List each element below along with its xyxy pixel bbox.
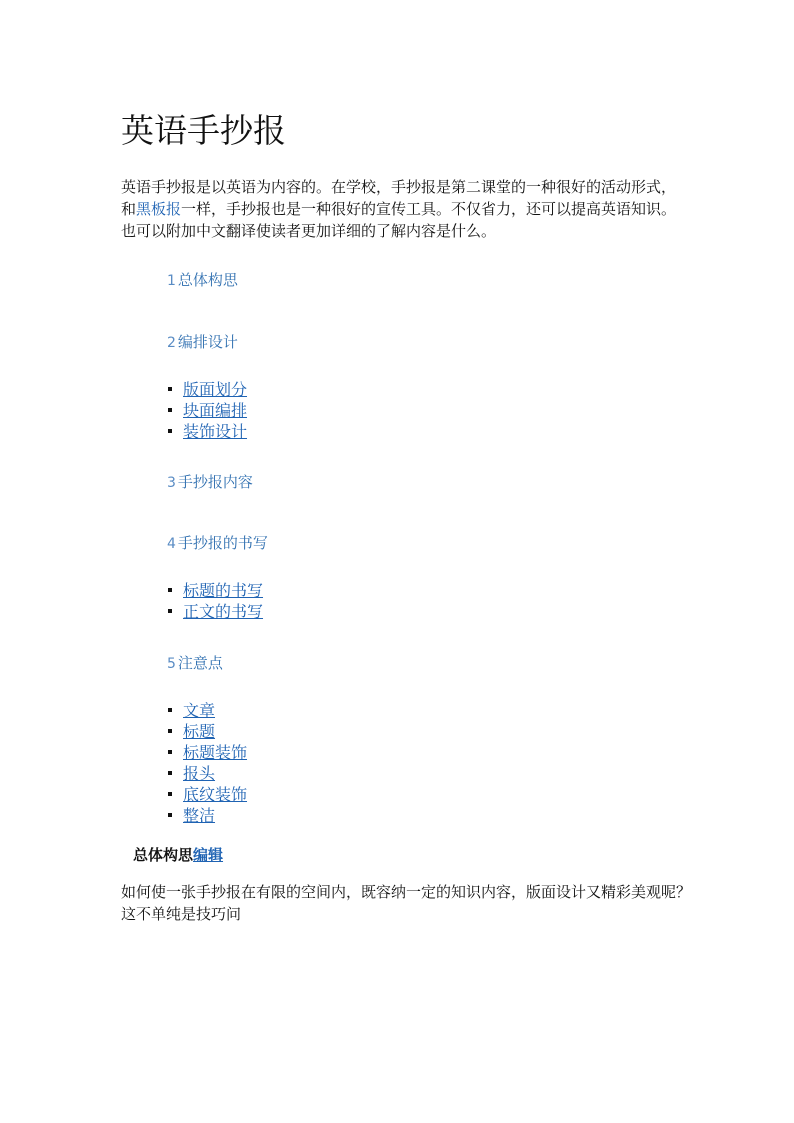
intro-text-end: 一样，手抄报也是一种很好的宣传工具。不仅省力，还可以提高英语知识。也可以附加中文翻译使读者更加详细的了解内容是什么。	[121, 200, 677, 240]
bullet-icon	[168, 813, 172, 817]
bullet-icon	[168, 408, 172, 412]
section-heading	[133, 844, 223, 866]
page-title: 英语手抄报	[121, 111, 286, 150]
bullet-icon	[168, 429, 172, 433]
toc-link[interactable]: 块面编排	[183, 401, 248, 420]
toc-section-2[interactable]	[167, 332, 238, 353]
toc-number: 3	[167, 475, 176, 491]
toc-label: 编排设计	[177, 333, 238, 351]
toc-link[interactable]: 正文的书写	[183, 602, 264, 621]
toc-link[interactable]: 装饰设计	[183, 422, 248, 441]
bullet-icon	[168, 609, 172, 613]
toc-label: 手抄报内容	[177, 473, 253, 491]
intro-paragraph	[121, 176, 681, 242]
toc-label: 手抄报的书写	[177, 534, 268, 552]
toc-section-1[interactable]	[167, 270, 238, 291]
bullet-icon	[168, 792, 172, 796]
bullet-icon	[168, 750, 172, 754]
bullet-icon	[168, 729, 172, 733]
toc-link[interactable]: 文章	[183, 701, 216, 720]
toc-link[interactable]: 报头	[183, 764, 216, 783]
toc-number: 2	[167, 335, 176, 351]
toc-number: 1	[167, 273, 176, 289]
toc-link[interactable]: 标题的书写	[183, 581, 264, 600]
blackboard-link[interactable]: 黑板报	[136, 200, 182, 218]
toc-link[interactable]: 标题装饰	[183, 743, 248, 762]
toc-link[interactable]: 标题	[183, 722, 216, 741]
toc-section-4[interactable]	[167, 533, 268, 554]
bullet-icon	[168, 387, 172, 391]
toc-link[interactable]: 版面划分	[183, 380, 248, 399]
toc-label: 总体构思	[177, 271, 238, 289]
section-heading-text: 总体构思	[133, 846, 194, 864]
toc-section-5[interactable]	[167, 653, 223, 674]
toc-section-3[interactable]	[167, 472, 253, 493]
bullet-icon	[168, 588, 172, 592]
bullet-icon	[168, 708, 172, 712]
section-body: 如何使一张手抄报在有限的空间内，既容纳一定的知识内容，版面设计又精彩美观呢？这不单纯是技巧问	[121, 883, 692, 923]
bullet-icon	[168, 771, 172, 775]
toc-label: 注意点	[177, 654, 223, 672]
toc-link[interactable]: 底纹装饰	[183, 785, 248, 804]
toc-number: 4	[167, 536, 176, 552]
toc-link[interactable]: 整洁	[183, 806, 216, 825]
edit-link[interactable]: 编辑	[193, 846, 224, 864]
intro-text-start: 英语手抄报是以英语为内容的。在学校，手抄报是第二课堂的一种很好的活动形式，和	[121, 178, 677, 218]
toc-number: 5	[167, 656, 176, 672]
